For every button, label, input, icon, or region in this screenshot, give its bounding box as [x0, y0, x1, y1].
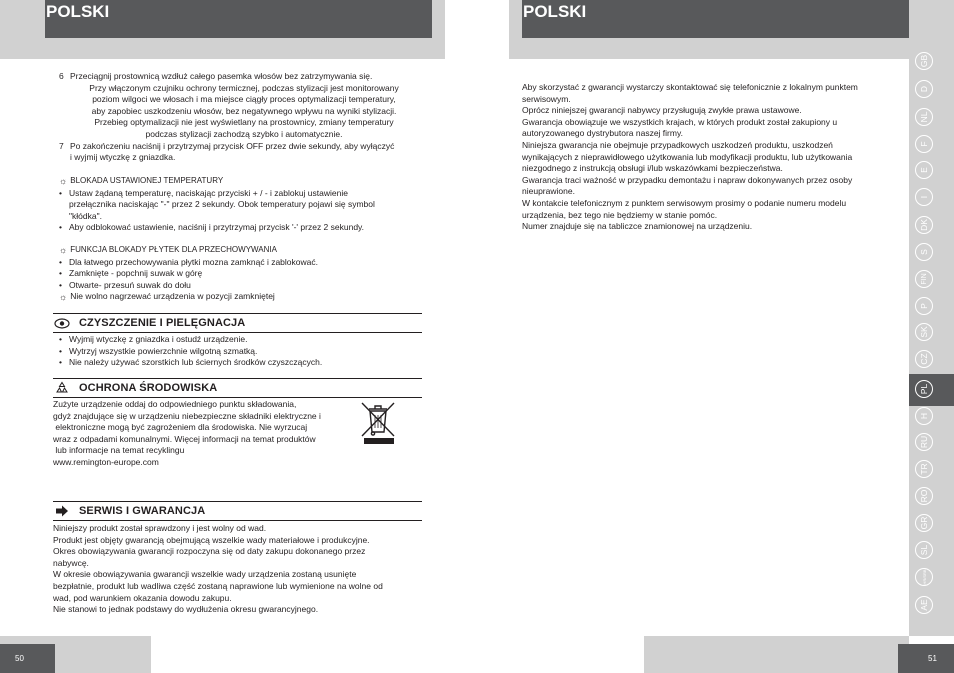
temp-lock-block	[59, 175, 429, 234]
lang-tab-s[interactable]: S	[915, 243, 933, 261]
left-header-title: POLSKI	[46, 2, 110, 21]
text-line: Niniejszy produkt został sprawdzony i jest wolny od wad.	[53, 523, 267, 533]
text-line: autoryzowanego dystrybutora naszej firmy.	[522, 128, 683, 139]
text-line: Gwarancja traci ważność w przypadku demontażu i napraw dokonywanych przez osoby	[522, 174, 853, 185]
lang-tab-ru[interactable]: RU	[915, 433, 933, 451]
right-page-header	[522, 0, 909, 38]
step-line: Przebieg optymalizacji nie jest wyświetlany na prostownicy, zmiany temperatury	[94, 117, 394, 128]
recycle-icon	[53, 381, 71, 395]
right-footer-band	[644, 636, 909, 673]
step-line: poziom wilgoci we włosach i ma miejsce ciągły proces optymalizacji temperatury,	[92, 94, 396, 105]
text-line: urządzenia, bez tego nie będziemy w stanie pomóc.	[522, 209, 718, 220]
arrow-right-icon	[53, 504, 71, 518]
list-item: • Dla łatwego przechowywania płytki mozna zamknąć i zablokować.	[59, 256, 318, 267]
list-item-continued: przełącznika naciskając "-" przez 2 sekundy. Obok temperatury pojawi się symbol	[69, 199, 375, 210]
lang-tab-nl[interactable]: NL	[915, 108, 933, 126]
environment-text	[53, 399, 353, 469]
lang-tab-tr[interactable]: TR	[915, 460, 933, 478]
step-line: podczas stylizacji zachodzą szybko i automatycznie.	[145, 128, 343, 139]
text-line: lub informacje na temat recyklingu	[53, 445, 185, 456]
lang-tab-gb[interactable]: GB	[915, 52, 933, 70]
text-line: serwisowym.	[522, 93, 571, 104]
text-line: www.remington-europe.com	[53, 456, 159, 467]
lang-tab-d[interactable]: D	[915, 80, 933, 98]
lang-tab-sk[interactable]: SK	[915, 323, 933, 341]
list-item: • Wyjmij wtyczkę z gniazdka i ostudź urządzenie.	[59, 334, 248, 344]
plate-lock-block	[59, 244, 429, 304]
text-line: bezpłatnie, produkt lub wadliwa część zostaną naprawione lub wymienione na wolne od	[53, 580, 383, 591]
list-item: • Nie należy używać szorstkich lub ściernych środków czyszczących.	[59, 357, 323, 368]
warranty-text	[522, 82, 902, 233]
list-item: • Wytrzyj wszystkie powierzchnie wilgotną szmatką.	[59, 345, 258, 356]
service-title: SERWIS I GWARANCJA	[79, 505, 206, 517]
text-line: gdyż znajdujące się w urządzeniu niebezpieczne składniki elektryczne i	[53, 410, 321, 421]
environment-title: OCHRONA ŚRODOWISKA	[79, 382, 218, 394]
lang-tab-i[interactable]: I	[915, 188, 933, 206]
environment-section-header	[53, 378, 422, 398]
lang-tab-ro[interactable]: RO	[915, 487, 933, 505]
cleaning-section-header	[53, 313, 422, 333]
temp-lock-heading: ☼ BLOKADA USTAWIONEJ TEMPERATURY	[59, 175, 224, 186]
step-line: 7 Po zakończeniu naciśnij i przytrzymaj przycisk OFF przez dwie sekundy, aby wyłączyć	[59, 140, 395, 151]
text-line: Oprócz niniejszej gwarancji nabywcy przysługują zwykłe prawa ustawowe.	[522, 105, 802, 116]
list-item-continued: "kłódka".	[69, 210, 102, 221]
steps-block	[59, 71, 429, 164]
plate-lock-warning: ☼ Nie wolno nagrzewać urządzenia w pozycji zamkniętej	[59, 291, 275, 303]
step-line: i wyjmij wtyczkę z gniazdka.	[70, 152, 176, 163]
crossed-bin-icon	[358, 400, 398, 446]
lang-tab-hr-srb[interactable]: HR/SRB	[915, 568, 933, 586]
step-line: aby zapobiec uszkodzeniu włosów, bez negatywnego wpływu na wyniki stylizacji.	[91, 105, 397, 116]
left-page-number: 50	[0, 644, 55, 673]
step-line: Przy włączonym czujniku ochrony termicznej, podczas stylizacji jest monitorowany	[89, 82, 399, 93]
lang-tab-sl[interactable]: SL	[915, 541, 933, 559]
text-line: niezgodnego z instrukcją obsługi i/lub wskazówkami bezpieczeństwa.	[522, 163, 783, 174]
lang-tab-pl[interactable]: PL	[915, 380, 933, 398]
text-line: Zużyte urządzenie oddaj do odpowiedniego punktu składowania,	[53, 399, 297, 409]
cleaning-title: CZYSZCZENIE I PIELĘGNACJA	[79, 317, 246, 329]
text-line: Okres obowiązywania gwarancji rozpoczyna się od daty zakupu dokonanego przez	[53, 546, 366, 557]
sun-icon: ☼	[59, 175, 68, 186]
text-line: W kontakcie telefonicznym z punktem serwisowym prosimy o podanie numeru modelu	[522, 197, 847, 208]
text-line: Gwarancja obowiązuje we wszystkich krajach, w których produkt został zakupiony u	[522, 116, 838, 127]
service-section-header	[53, 501, 422, 521]
lang-tab-f[interactable]: F	[915, 135, 933, 153]
list-item: • Ustaw żądaną temperaturę, naciskając przyciski + / - i zablokuj ustawienie	[59, 187, 348, 198]
lang-tab-ae[interactable]: AE	[915, 596, 933, 614]
text-line: Nie stanowi to jednak podstawy do wydłużenia okresu gwarancyjnego.	[53, 604, 319, 615]
sun-icon: ☼	[59, 292, 68, 303]
text-line: wraz z odpadami komunalnymi. Więcej informacji na temat produktów	[53, 433, 316, 444]
lang-tab-gr[interactable]: GR	[915, 514, 933, 532]
service-text	[53, 523, 425, 616]
text-line: W okresie obowiązywania gwarancji wszelkie wady urządzenia zostaną usunięte	[53, 569, 357, 580]
text-line: wad, pod warunkiem okazania dowodu zakupu.	[53, 592, 232, 603]
eye-icon	[53, 316, 71, 330]
left-page-header	[45, 0, 432, 38]
list-item: • Aby odblokować ustawienie, naciśnij i przytrzymaj przycisk '-' przez 2 sekundy.	[59, 222, 365, 233]
step-line: 6 Przeciągnij prostownicą wzdłuż całego pasemka włosów bez zatrzymywania się.	[59, 71, 373, 81]
cleaning-list	[59, 334, 424, 369]
text-line: nabywcę.	[53, 557, 89, 568]
lang-tab-h[interactable]: H	[915, 407, 933, 425]
text-line: Produkt jest objęty gwarancją obejmującą wszelkie wady materiałowe i produkcyjne.	[53, 534, 370, 545]
list-item: • Zamknięte - popchnij suwak w górę	[59, 268, 203, 279]
text-line: Niniejsza gwarancja nie obejmuje przypadkowych uszkodzeń produktu, uszkodzeń	[522, 139, 833, 150]
text-line: Aby skorzystać z gwarancji wystarczy skontaktować się telefonicznie z lokalnym punktem	[522, 82, 858, 92]
lang-tab-cz[interactable]: CZ	[915, 350, 933, 368]
right-page-number: 51	[898, 644, 954, 673]
lang-tab-p[interactable]: P	[915, 297, 933, 315]
text-line: Numer znajduje się na tabliczce znamionowej na urządzeniu.	[522, 221, 753, 232]
text-line: elektroniczne mogą być zagrożeniem dla środowiska. Nie wyrzucaj	[53, 422, 308, 433]
text-line: nieuprawione.	[522, 186, 575, 197]
right-header-title: POLSKI	[523, 2, 587, 21]
list-item: • Otwarte- przesuń suwak do dołu	[59, 279, 191, 290]
sun-icon: ☼	[59, 244, 68, 255]
lang-tab-fin[interactable]: FIN	[915, 270, 933, 288]
plate-lock-heading: ☼ FUNKCJA BLOKADY PŁYTEK DLA PRZECHOWYWANIA	[59, 244, 277, 255]
text-line: wynikających z nieprawidłowego użytkowania lub modyfikacji produktu, lub użytkowania	[522, 151, 853, 162]
lang-tab-e[interactable]: E	[915, 161, 933, 179]
lang-tab-dk[interactable]: DK	[915, 216, 933, 234]
